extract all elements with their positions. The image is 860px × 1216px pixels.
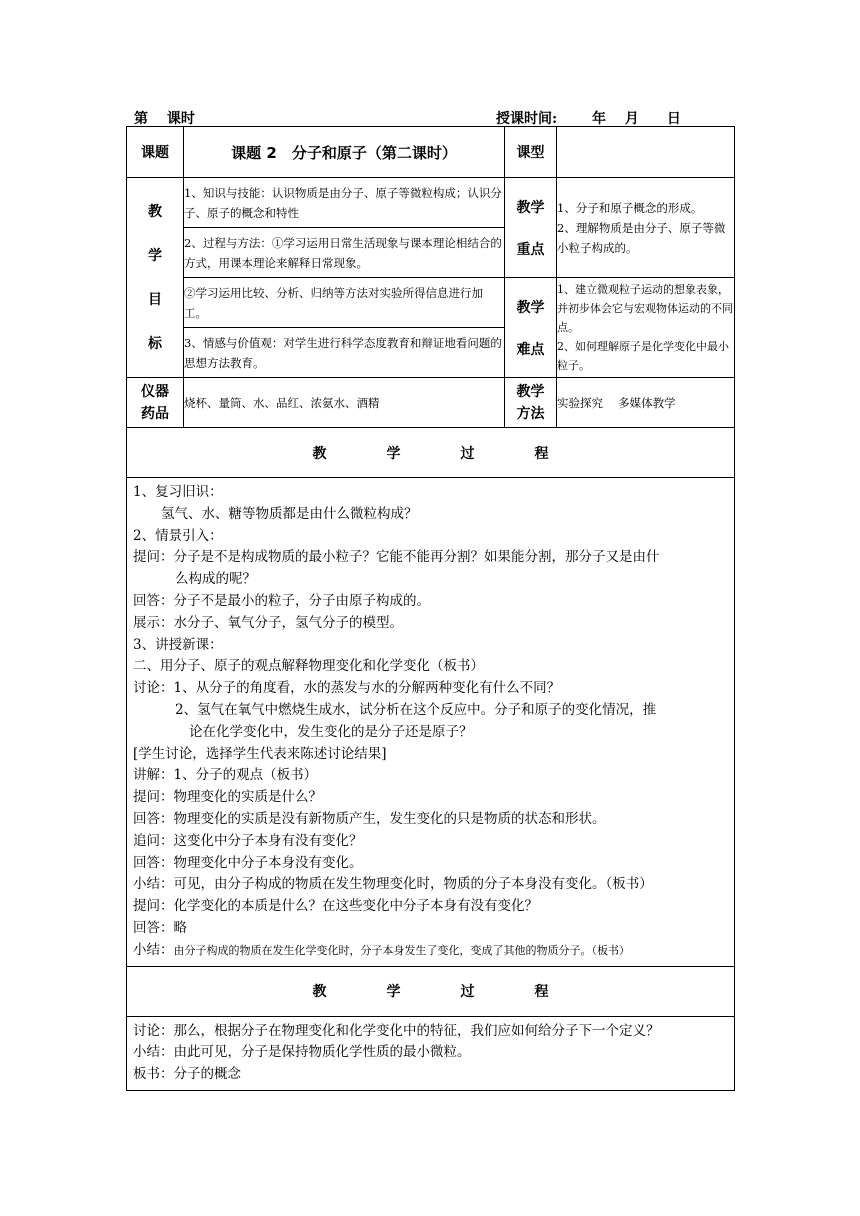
key-points	[557, 178, 735, 278]
process-line: 回答：略	[133, 919, 187, 936]
process-line: 2、情景引入：	[133, 527, 223, 544]
process-heading-char: 教	[312, 445, 327, 462]
process-line: 展示：水分子、氧气分子，氢气分子的模型。	[133, 614, 403, 631]
process-line: 论在化学变化中，发生变化的是分子还是原子？	[189, 723, 473, 740]
lesson-number-label: 第 课时	[134, 111, 195, 127]
process-body-2	[127, 1016, 735, 1090]
key-point: 2、理解物质是由分子、原子等微小粒子构成的。	[557, 220, 726, 255]
goal-process-2: ②学习运用比较、分析、归纳等方法对实验所得信息进行加工。	[184, 278, 505, 328]
diff-label-line: 难点	[516, 341, 545, 358]
topic-label: 课题	[127, 127, 184, 178]
method-label	[505, 378, 557, 428]
process-line: 么构成的呢？	[175, 571, 256, 588]
process-line: 提问：物理变化的实质是什么？	[133, 789, 322, 806]
equipment-label	[127, 378, 184, 428]
process-line: 3、讲授新课：	[133, 636, 223, 653]
goal-attitude: 3、情感与价值观：对学生进行科学态度教育和辩证地看问题的思想方法教育。	[184, 328, 505, 378]
equip-label-line: 药品	[141, 405, 169, 422]
date-fields: 年 月 日	[592, 111, 681, 127]
process-line: 1、复习旧识：	[133, 484, 223, 500]
process-heading-char: 学	[386, 445, 401, 462]
method-label-line: 教学	[516, 383, 545, 400]
process-heading-char: 程	[534, 445, 549, 462]
method-value: 实验探究 多媒体教学	[557, 378, 735, 428]
process-line: [学生讨论，选择学生代表来陈述讨论结果]	[133, 745, 387, 762]
difficulty-item: 2、如何理解原子是化学变化中最小粒子。	[557, 340, 729, 372]
goal-knowledge: 1、知识与技能：认识物质是由分子、原子等微粒构成；认识分子、原子的概念和特性	[184, 178, 505, 228]
process-heading-char: 教	[312, 984, 327, 1001]
key-points-label	[505, 178, 557, 278]
process-line	[133, 940, 728, 962]
process-heading-char: 过	[460, 445, 475, 462]
type-value	[557, 127, 735, 178]
type-label: 课型	[505, 127, 557, 178]
method-label-line: 方法	[516, 405, 545, 422]
process-heading-2	[127, 966, 735, 1016]
goals-label-char: 学	[148, 247, 162, 264]
process-line: 回答：物理变化中分子本身没有变化。	[133, 854, 363, 871]
goals-label-char: 目	[148, 291, 162, 308]
goals-label	[127, 178, 184, 378]
process-line: 回答：分子不是最小的粒子，分子由原子构成的。	[133, 592, 430, 609]
process-line: 回答：物理变化的实质是没有新物质产生，发生变化的只是物质的状态和形状。	[133, 810, 606, 827]
equip-label-line: 仪器	[141, 383, 169, 400]
date-label: 授课时间:	[496, 111, 558, 127]
process-line: 二、用分子、原子的观点解释物理变化和化学变化（板书）	[133, 658, 484, 675]
process-heading-char: 学	[386, 984, 401, 1001]
difficulty-item: 1、建立微观粒子运动的想象表象，并初步体会它与宏观物体运动的不同点。	[557, 283, 733, 334]
topic-value: 课题 2 分子和原子（第二课时）	[184, 127, 505, 178]
process-line: 讲解：1、分子的观点（板书）	[133, 767, 318, 784]
summary-prefix: 小结：	[133, 941, 174, 958]
process-line: 讨论：那么，根据分子在物理变化和化学变化中的特征，我们应如何给分子下一个定义？	[133, 1022, 660, 1039]
lesson-plan-table	[126, 126, 735, 1091]
process-body-1	[127, 478, 735, 967]
process-line: 2、氢气在氧气中燃烧生成水，试分析在这个反应中。分子和原子的变化情况，推	[175, 701, 657, 718]
difficulties	[557, 278, 735, 378]
process-heading	[127, 428, 735, 478]
process-line: 追问：这变化中分子本身有没有变化？	[133, 832, 363, 849]
key-point: 1、分子和原子概念的形成。	[557, 200, 703, 215]
goals-label-char: 教	[148, 203, 162, 220]
diff-label-line: 教学	[516, 299, 545, 316]
process-line: 提问：化学变化的本质是什么？在这些变化中分子本身有没有变化？	[133, 898, 538, 915]
process-line: 氢气、水、糖等物质都是由什么微粒构成？	[161, 505, 418, 522]
process-line: 讨论：1、从分子的角度看，水的蒸发与水的分解两种变化有什么不同？	[133, 680, 561, 697]
process-heading-char: 过	[460, 984, 475, 1001]
process-line: 提问：分子是不是构成物质的最小粒子？它能不能再分割？如果能分割，那分子又是由什	[133, 549, 660, 566]
process-heading-char: 程	[534, 984, 549, 1001]
goals-label-char: 标	[148, 335, 162, 352]
lesson-plan-document	[126, 126, 734, 1091]
process-line: 小结：可见，由分子构成的物质在发生物理变化时，物质的分子本身没有变化。（板书）	[133, 876, 653, 893]
process-line: 板书：分子的概念	[133, 1066, 241, 1083]
summary-text: 由分子构成的物质在发生化学变化时，分子本身发生了变化，变成了其他的物质分子。（板书）	[173, 943, 630, 957]
key-label-line: 教学	[516, 199, 545, 216]
equipment-value: 烧杯、量筒、水、品红、浓氨水、酒精	[184, 378, 505, 428]
key-label-line: 重点	[516, 241, 545, 258]
goal-process: 2、过程与方法：①学习运用日常生活现象与课本理论相结合的方式，用课本理论来解释日常现象。	[184, 228, 505, 278]
process-line: 小结：由此可见，分子是保持物质化学性质的最小微粒。	[133, 1044, 471, 1061]
difficulties-label	[505, 278, 557, 378]
